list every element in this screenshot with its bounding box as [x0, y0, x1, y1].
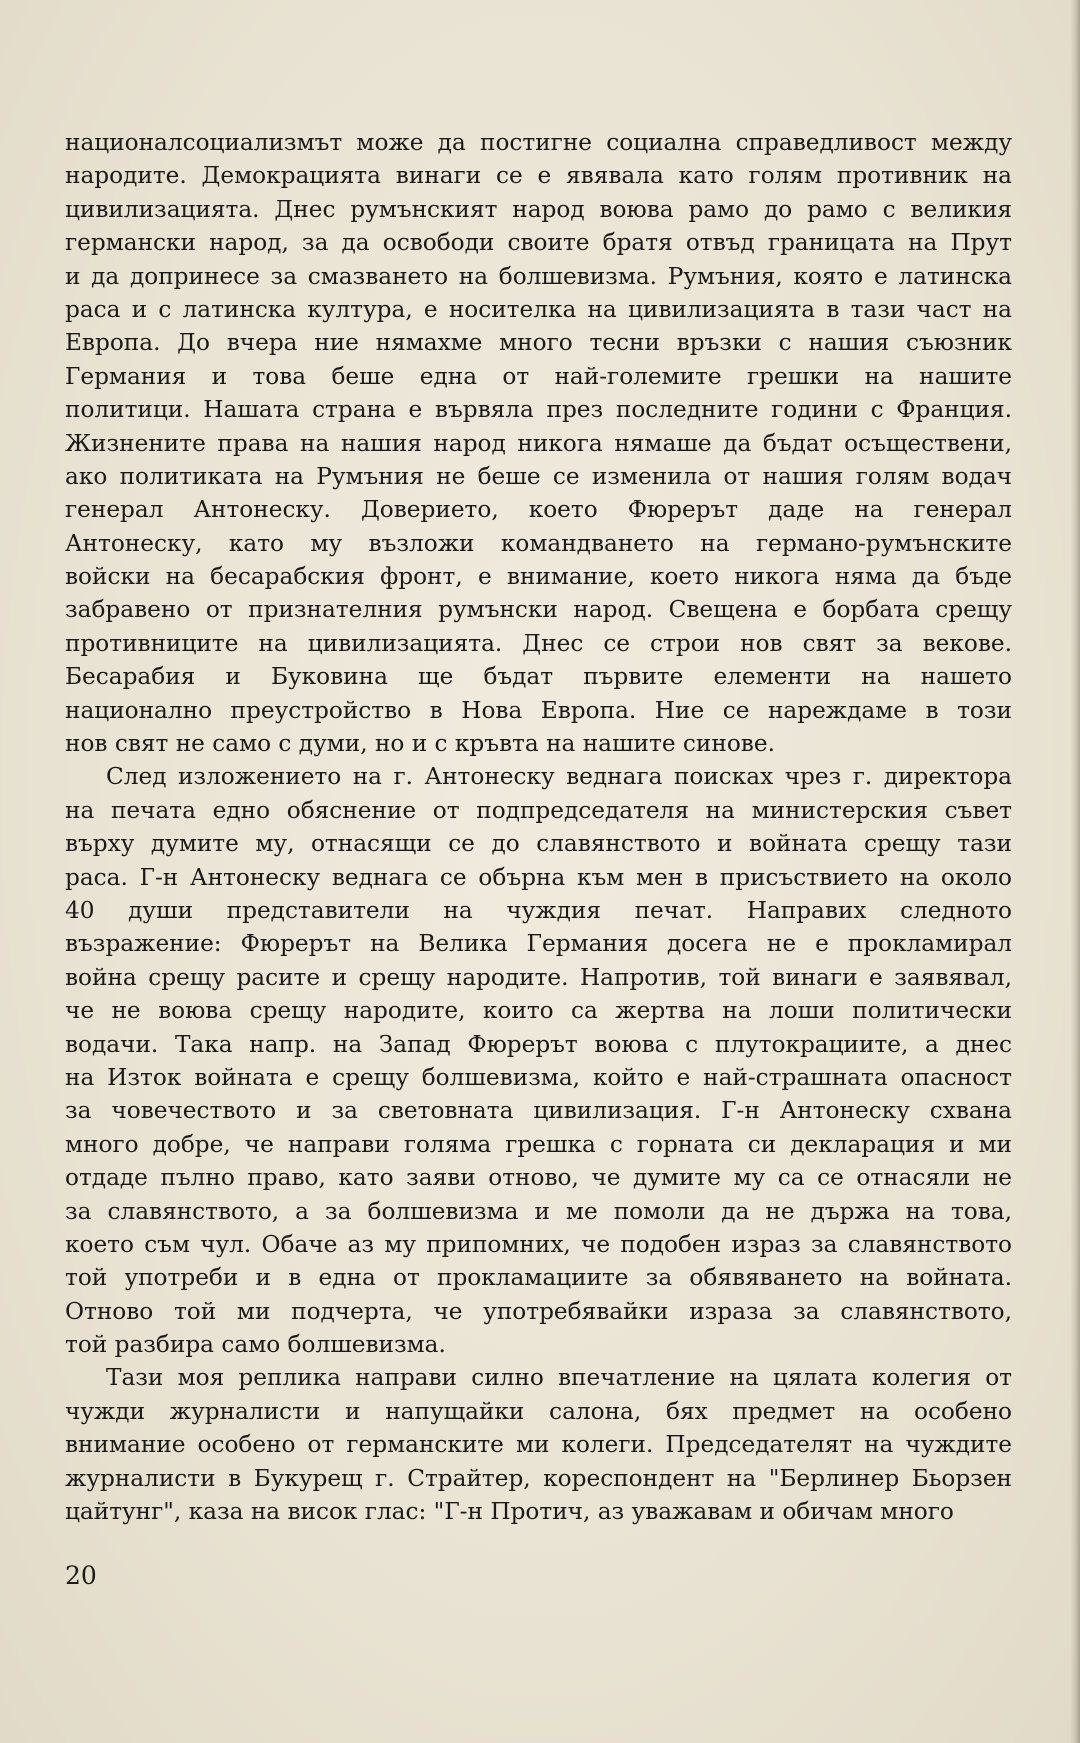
- text-line: Антонеску, като му възложи командването на германо-румънските: [65, 529, 1012, 557]
- text-line: противниците на цивилизацията. Днес се строи нов свят за векове.: [65, 629, 1012, 657]
- text-line: отдаде пълно право, като заяви отново, че думите му са се отнасяли не: [65, 1164, 1012, 1192]
- text-line: Бесарабия и Буковина ще бъдат първите елементи на нашето: [65, 663, 1012, 691]
- text-line: върху думите му, отнасящи се до славянството и войната срещу тази: [65, 830, 1012, 858]
- text-line: много добре, че направи голяма грешка с горната си декларация и ми: [65, 1130, 1012, 1158]
- text-line: за човечеството и за световната цивилизация. Г-н Антонеску схвана: [65, 1097, 1012, 1125]
- text-line: цивилизацията. Днес румънският народ воюва рамо до рамо с великия: [65, 195, 1012, 223]
- text-line: че не воюва срещу народите, които са жертва на лоши политически: [65, 997, 1012, 1025]
- body-text: [65, 126, 1012, 1528]
- paragraph: [65, 126, 1012, 760]
- paragraph: [65, 1361, 1012, 1528]
- text-line: националсоциализмът може да постигне социална справедливост между: [65, 129, 1012, 156]
- text-line: война срещу расите и срещу народите. Напротив, той винаги е заявявал,: [65, 963, 1012, 991]
- text-line: Жизнените права на нашия народ никога нямаше да бъдат осъществени,: [65, 429, 1012, 457]
- text-line: Европа. До вчера ние нямахме много тесни връзки с нашия съюзник: [65, 329, 1012, 357]
- text-line: възражение: Фюрерът на Велика Германия досега не е прокламирал: [65, 930, 1012, 958]
- text-line: на Изток войната е срещу болшевизма, който е най-страшната опасност: [65, 1063, 1012, 1091]
- text-line: на печата едно обяснение от подпредседателя на министерския съвет: [65, 796, 1012, 824]
- text-line: което съм чул. Обаче аз му припомних, че подобен израз за славянството: [65, 1230, 1012, 1258]
- text-line: раса. Г-н Антонеску веднага се обърна към мен в присъствието на около: [65, 863, 1012, 891]
- text-line: раса и с латинска култура, е носителка на цивилизацията в тази част на: [65, 295, 1012, 323]
- text-line: внимание особено от германските ми колеги. Председателят на чуждите: [65, 1431, 1012, 1459]
- text-line: 40 души представители на чуждия печат. Направих следното: [65, 896, 1012, 924]
- text-line: национално преустройство в Нова Европа. Ние се нареждаме в този: [65, 696, 1012, 724]
- text-line: той разбира само болшевизма.: [65, 1331, 446, 1359]
- text-line: журналисти в Букурещ г. Страйтер, кореспондент на "Берлинер Бьорзен: [65, 1464, 1012, 1492]
- text-line: След изложението на г. Антонеску веднага поисках чрез г. директора: [106, 763, 1012, 791]
- text-line: нов свят не само с думи, но и с кръвта на нашите синове.: [65, 730, 775, 758]
- text-line: водачи. Така напр. на Запад Фюрерът воюва с плутокрациите, а днес: [65, 1030, 1012, 1058]
- text-line: Германия и това беше една от най-големите грешки на нашите: [65, 362, 1012, 390]
- text-line: той употреби и в една от прокламациите за обявяването на войната.: [65, 1264, 1012, 1292]
- page-edge-shadow: [1070, 0, 1080, 1743]
- text-line: забравено от признателния румънски народ. Свещена е борбата срещу: [65, 596, 1012, 624]
- paragraph: [65, 760, 1012, 1361]
- text-line: цайтунг", каза на висок глас: "Г-н Протич, аз уважавам и обичам много: [65, 1498, 954, 1526]
- text-line: войски на бесарабския фронт, е внимание, което никога няма да бъде: [65, 563, 1012, 591]
- text-line: чужди журналисти и напущайки салона, бях предмет на особено: [65, 1397, 1012, 1425]
- text-line: германски народ, за да освободи своите братя отвъд границата на Прут: [65, 229, 1012, 257]
- text-line: генерал Антонеску. Доверието, което Фюрерът даде на генерал: [65, 496, 1012, 524]
- text-line: ако политиката на Румъния не беше се изменила от нашия голям водач: [65, 462, 1012, 490]
- text-line: и да допринесе за смазването на болшевизма. Румъния, която е латинска: [65, 262, 1012, 290]
- text-line: политици. Нашата страна е вървяла през последните години с Франция.: [65, 396, 1012, 424]
- text-line: за славянството, а за болшевизма и ме помоли да не държа на това,: [65, 1197, 1012, 1225]
- text-line: Отново той ми подчерта, че употребявайки израза за славянството,: [65, 1297, 1012, 1325]
- text-line: народите. Демокрацията винаги се е явявала като голям противник на: [65, 162, 1012, 190]
- text-line: Тази моя реплика направи силно впечатление на цялата колегия от: [106, 1364, 1012, 1392]
- page-number: 20: [65, 1561, 97, 1590]
